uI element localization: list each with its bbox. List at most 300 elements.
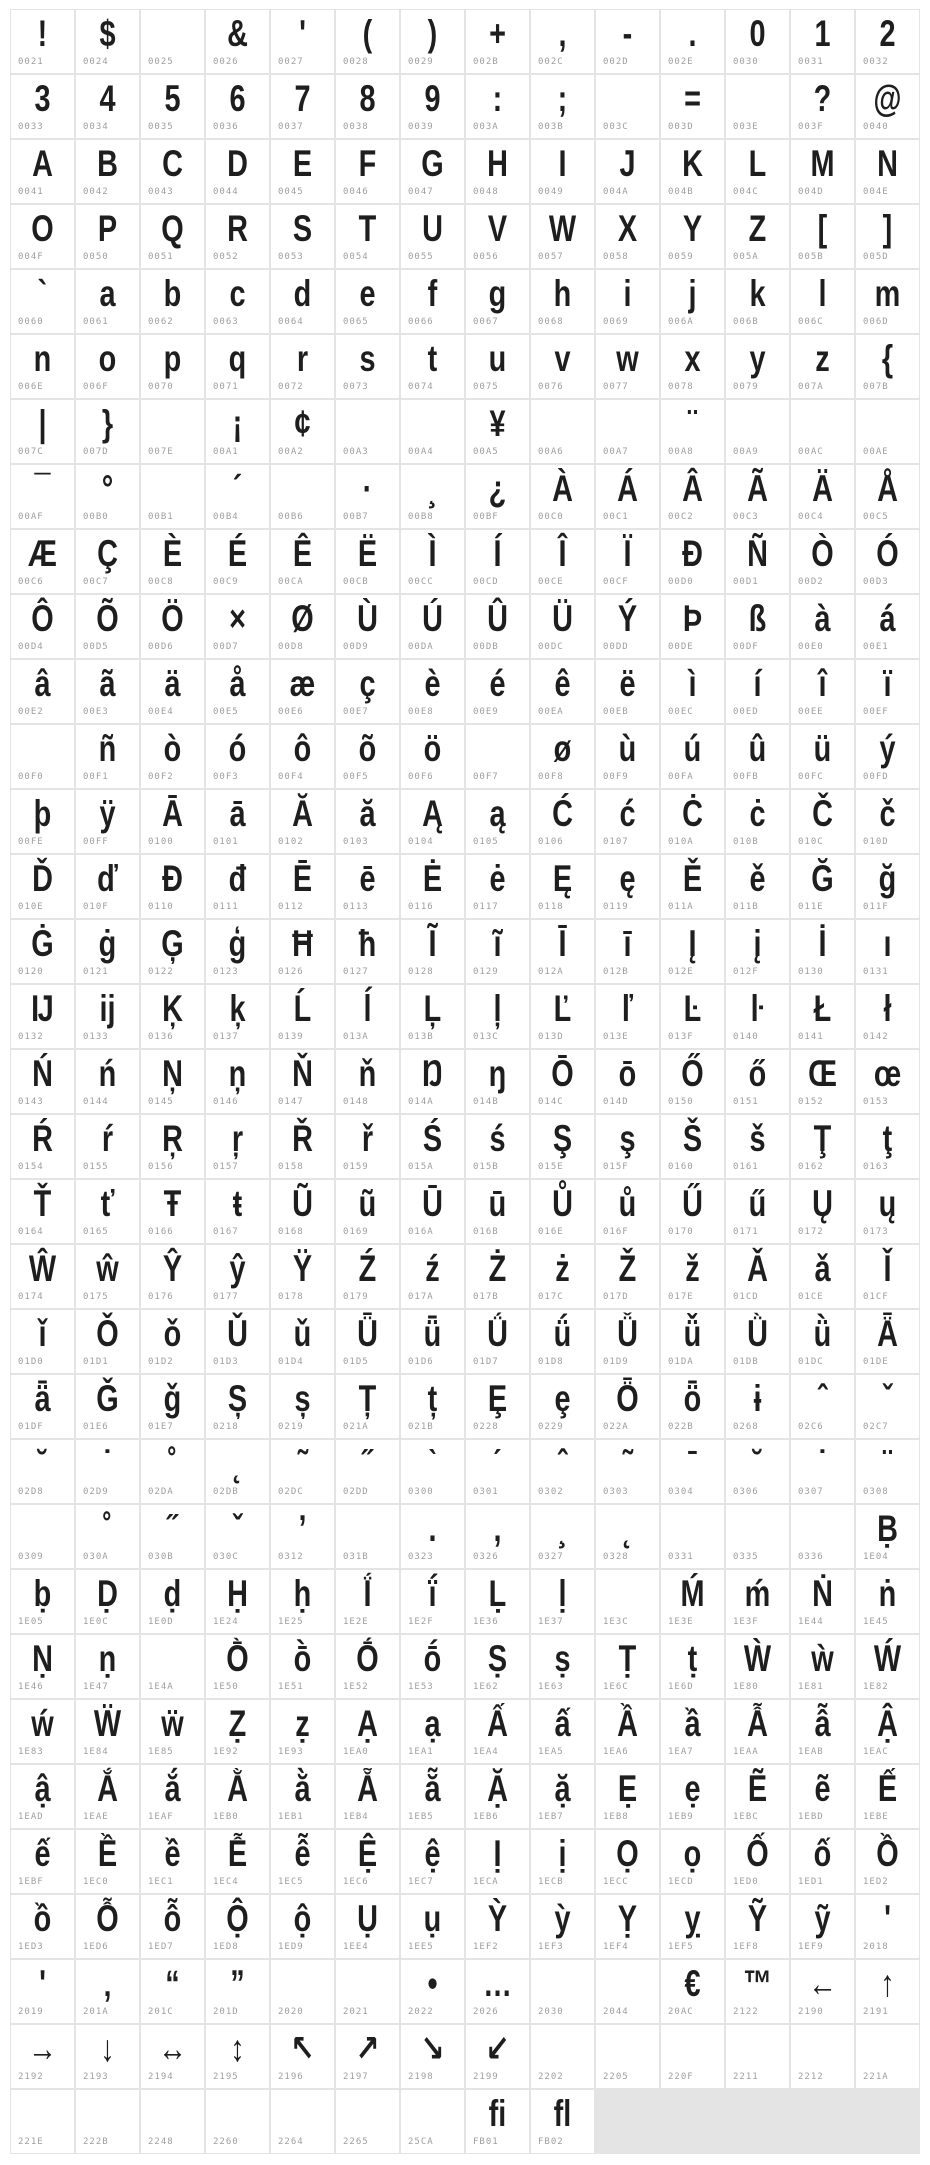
glyph-cell[interactable] bbox=[726, 595, 789, 658]
glyph-cell[interactable] bbox=[206, 1050, 269, 1113]
glyph-cell[interactable] bbox=[661, 855, 724, 918]
glyph-cell[interactable] bbox=[141, 1635, 204, 1698]
glyph-cell[interactable] bbox=[336, 1635, 399, 1698]
glyph-cell[interactable] bbox=[531, 400, 594, 463]
glyph-cell[interactable] bbox=[141, 1570, 204, 1633]
glyph-cell[interactable] bbox=[271, 1895, 334, 1958]
glyph-cell[interactable] bbox=[76, 1375, 139, 1438]
glyph-cell[interactable] bbox=[596, 75, 659, 138]
glyph-cell[interactable] bbox=[791, 1765, 854, 1828]
glyph-cell[interactable] bbox=[726, 530, 789, 593]
glyph-cell[interactable] bbox=[336, 790, 399, 853]
glyph-cell[interactable] bbox=[141, 465, 204, 528]
glyph-cell[interactable] bbox=[466, 465, 529, 528]
glyph-cell[interactable] bbox=[76, 725, 139, 788]
glyph-cell[interactable] bbox=[661, 1180, 724, 1243]
glyph-cell[interactable] bbox=[466, 790, 529, 853]
glyph-cell[interactable] bbox=[661, 660, 724, 723]
glyph-cell[interactable] bbox=[596, 855, 659, 918]
glyph-cell[interactable] bbox=[271, 595, 334, 658]
glyph-cell[interactable] bbox=[206, 1440, 269, 1503]
glyph-cell[interactable] bbox=[76, 1245, 139, 1308]
glyph-cell[interactable] bbox=[141, 1310, 204, 1373]
glyph-cell[interactable] bbox=[206, 270, 269, 333]
glyph-cell[interactable] bbox=[76, 595, 139, 658]
glyph-cell[interactable] bbox=[336, 465, 399, 528]
glyph-cell[interactable] bbox=[661, 270, 724, 333]
glyph-cell[interactable] bbox=[206, 1180, 269, 1243]
glyph-cell[interactable] bbox=[401, 1505, 464, 1568]
glyph-cell[interactable] bbox=[531, 660, 594, 723]
glyph-cell[interactable] bbox=[76, 1960, 139, 2023]
glyph-cell[interactable] bbox=[76, 270, 139, 333]
glyph-cell[interactable] bbox=[336, 1050, 399, 1113]
glyph-cell[interactable] bbox=[11, 2090, 74, 2153]
glyph-cell[interactable] bbox=[11, 400, 74, 463]
glyph-cell[interactable] bbox=[531, 1960, 594, 2023]
glyph-cell[interactable] bbox=[271, 790, 334, 853]
glyph-cell[interactable] bbox=[661, 1830, 724, 1893]
glyph-cell[interactable] bbox=[791, 1310, 854, 1373]
glyph-cell[interactable] bbox=[401, 855, 464, 918]
glyph-cell[interactable] bbox=[466, 1765, 529, 1828]
glyph-cell[interactable] bbox=[531, 725, 594, 788]
glyph-cell[interactable] bbox=[661, 1050, 724, 1113]
glyph-cell[interactable] bbox=[141, 985, 204, 1048]
glyph-cell[interactable] bbox=[856, 75, 919, 138]
glyph-cell[interactable] bbox=[791, 1245, 854, 1308]
glyph-cell[interactable] bbox=[141, 595, 204, 658]
glyph-cell[interactable] bbox=[856, 660, 919, 723]
glyph-cell[interactable] bbox=[336, 595, 399, 658]
glyph-cell[interactable] bbox=[271, 725, 334, 788]
glyph-cell[interactable] bbox=[791, 1960, 854, 2023]
glyph-cell[interactable] bbox=[661, 530, 724, 593]
glyph-cell[interactable] bbox=[596, 660, 659, 723]
glyph-cell[interactable] bbox=[726, 1050, 789, 1113]
glyph-cell[interactable] bbox=[271, 335, 334, 398]
glyph-cell[interactable] bbox=[76, 465, 139, 528]
glyph-cell[interactable] bbox=[11, 1115, 74, 1178]
glyph-cell[interactable] bbox=[11, 920, 74, 983]
glyph-cell[interactable] bbox=[141, 270, 204, 333]
glyph-cell[interactable] bbox=[791, 1700, 854, 1763]
glyph-cell[interactable] bbox=[856, 140, 919, 203]
glyph-cell[interactable] bbox=[726, 335, 789, 398]
glyph-cell[interactable] bbox=[726, 1765, 789, 1828]
glyph-cell[interactable] bbox=[11, 660, 74, 723]
glyph-cell[interactable] bbox=[466, 1635, 529, 1698]
glyph-cell[interactable] bbox=[466, 205, 529, 268]
glyph-cell[interactable] bbox=[726, 1635, 789, 1698]
glyph-cell[interactable] bbox=[76, 400, 139, 463]
glyph-cell[interactable] bbox=[336, 1245, 399, 1308]
glyph-cell[interactable] bbox=[531, 205, 594, 268]
glyph-cell[interactable] bbox=[791, 270, 854, 333]
glyph-cell[interactable] bbox=[206, 725, 269, 788]
glyph-cell[interactable] bbox=[271, 1570, 334, 1633]
glyph-cell[interactable] bbox=[791, 790, 854, 853]
glyph-cell[interactable] bbox=[531, 1895, 594, 1958]
glyph-cell[interactable] bbox=[11, 1700, 74, 1763]
glyph-cell[interactable] bbox=[76, 1765, 139, 1828]
glyph-cell[interactable] bbox=[531, 1440, 594, 1503]
glyph-cell[interactable] bbox=[76, 2025, 139, 2088]
glyph-cell[interactable] bbox=[141, 1050, 204, 1113]
glyph-cell[interactable] bbox=[596, 10, 659, 73]
glyph-cell[interactable] bbox=[271, 140, 334, 203]
glyph-cell[interactable] bbox=[336, 855, 399, 918]
glyph-cell[interactable] bbox=[856, 1245, 919, 1308]
glyph-cell[interactable] bbox=[206, 1895, 269, 1958]
glyph-cell[interactable] bbox=[401, 1830, 464, 1893]
glyph-cell[interactable] bbox=[336, 1830, 399, 1893]
glyph-cell[interactable] bbox=[76, 140, 139, 203]
glyph-cell[interactable] bbox=[11, 75, 74, 138]
glyph-cell[interactable] bbox=[401, 1245, 464, 1308]
glyph-cell[interactable] bbox=[726, 1310, 789, 1373]
glyph-cell[interactable] bbox=[76, 1505, 139, 1568]
glyph-cell[interactable] bbox=[206, 595, 269, 658]
glyph-cell[interactable] bbox=[466, 1700, 529, 1763]
glyph-cell[interactable] bbox=[206, 1505, 269, 1568]
glyph-cell[interactable] bbox=[726, 2025, 789, 2088]
glyph-cell[interactable] bbox=[141, 75, 204, 138]
glyph-cell[interactable] bbox=[11, 1960, 74, 2023]
glyph-cell[interactable] bbox=[206, 1765, 269, 1828]
glyph-cell[interactable] bbox=[791, 10, 854, 73]
glyph-cell[interactable] bbox=[401, 1895, 464, 1958]
glyph-cell[interactable] bbox=[271, 660, 334, 723]
glyph-cell[interactable] bbox=[336, 10, 399, 73]
glyph-cell[interactable] bbox=[141, 1375, 204, 1438]
glyph-cell[interactable] bbox=[856, 10, 919, 73]
glyph-cell[interactable] bbox=[11, 1440, 74, 1503]
glyph-cell[interactable] bbox=[791, 725, 854, 788]
glyph-cell[interactable] bbox=[596, 1440, 659, 1503]
glyph-cell[interactable] bbox=[596, 140, 659, 203]
glyph-cell[interactable] bbox=[596, 1180, 659, 1243]
glyph-cell[interactable] bbox=[336, 985, 399, 1048]
glyph-cell[interactable] bbox=[141, 1895, 204, 1958]
glyph-cell[interactable] bbox=[271, 2025, 334, 2088]
glyph-cell[interactable] bbox=[856, 1440, 919, 1503]
glyph-cell[interactable] bbox=[336, 400, 399, 463]
glyph-cell[interactable] bbox=[141, 790, 204, 853]
glyph-cell[interactable] bbox=[336, 75, 399, 138]
glyph-cell[interactable] bbox=[271, 75, 334, 138]
glyph-cell[interactable] bbox=[76, 1310, 139, 1373]
glyph-cell[interactable] bbox=[596, 400, 659, 463]
glyph-cell[interactable] bbox=[206, 1830, 269, 1893]
glyph-cell[interactable] bbox=[661, 920, 724, 983]
glyph-cell[interactable] bbox=[791, 595, 854, 658]
glyph-cell[interactable] bbox=[11, 1830, 74, 1893]
glyph-cell[interactable] bbox=[11, 1765, 74, 1828]
glyph-cell[interactable] bbox=[11, 2025, 74, 2088]
glyph-cell[interactable] bbox=[661, 1570, 724, 1633]
glyph-cell[interactable] bbox=[336, 1570, 399, 1633]
glyph-cell[interactable] bbox=[856, 1700, 919, 1763]
glyph-cell[interactable] bbox=[141, 1830, 204, 1893]
glyph-cell[interactable] bbox=[531, 75, 594, 138]
glyph-cell[interactable] bbox=[206, 140, 269, 203]
glyph-cell[interactable] bbox=[466, 1830, 529, 1893]
glyph-cell[interactable] bbox=[11, 270, 74, 333]
glyph-cell[interactable] bbox=[76, 335, 139, 398]
glyph-cell[interactable] bbox=[661, 1440, 724, 1503]
glyph-cell[interactable] bbox=[271, 530, 334, 593]
glyph-cell[interactable] bbox=[856, 1050, 919, 1113]
glyph-cell[interactable] bbox=[401, 660, 464, 723]
glyph-cell[interactable] bbox=[661, 790, 724, 853]
glyph-cell[interactable] bbox=[271, 270, 334, 333]
glyph-cell[interactable] bbox=[726, 465, 789, 528]
glyph-cell[interactable] bbox=[271, 1505, 334, 1568]
glyph-cell[interactable] bbox=[141, 1115, 204, 1178]
glyph-cell[interactable] bbox=[466, 855, 529, 918]
glyph-cell[interactable] bbox=[11, 335, 74, 398]
glyph-cell[interactable] bbox=[531, 1830, 594, 1893]
glyph-cell[interactable] bbox=[596, 1960, 659, 2023]
glyph-cell[interactable] bbox=[466, 1570, 529, 1633]
glyph-cell[interactable] bbox=[401, 1960, 464, 2023]
glyph-cell[interactable] bbox=[726, 400, 789, 463]
glyph-cell[interactable] bbox=[206, 205, 269, 268]
glyph-cell[interactable] bbox=[466, 1375, 529, 1438]
glyph-cell[interactable] bbox=[791, 660, 854, 723]
glyph-cell[interactable] bbox=[76, 1700, 139, 1763]
glyph-cell[interactable] bbox=[661, 1635, 724, 1698]
glyph-cell[interactable] bbox=[661, 1245, 724, 1308]
glyph-cell[interactable] bbox=[76, 1180, 139, 1243]
glyph-cell[interactable] bbox=[466, 1115, 529, 1178]
glyph-cell[interactable] bbox=[336, 335, 399, 398]
glyph-cell[interactable] bbox=[76, 1570, 139, 1633]
glyph-cell[interactable] bbox=[271, 400, 334, 463]
glyph-cell[interactable] bbox=[726, 790, 789, 853]
glyph-cell[interactable] bbox=[76, 75, 139, 138]
glyph-cell[interactable] bbox=[11, 530, 74, 593]
glyph-cell[interactable] bbox=[76, 790, 139, 853]
glyph-cell[interactable] bbox=[791, 335, 854, 398]
glyph-cell[interactable] bbox=[856, 725, 919, 788]
glyph-cell[interactable] bbox=[141, 725, 204, 788]
glyph-cell[interactable] bbox=[726, 1830, 789, 1893]
glyph-cell[interactable] bbox=[791, 1375, 854, 1438]
glyph-cell[interactable] bbox=[141, 335, 204, 398]
glyph-cell[interactable] bbox=[596, 1375, 659, 1438]
glyph-cell[interactable] bbox=[531, 1245, 594, 1308]
glyph-cell[interactable] bbox=[336, 1440, 399, 1503]
glyph-cell[interactable] bbox=[726, 985, 789, 1048]
glyph-cell[interactable] bbox=[726, 1700, 789, 1763]
glyph-cell[interactable] bbox=[531, 530, 594, 593]
glyph-cell[interactable] bbox=[76, 205, 139, 268]
glyph-cell[interactable] bbox=[271, 1310, 334, 1373]
glyph-cell[interactable] bbox=[661, 1960, 724, 2023]
glyph-cell[interactable] bbox=[596, 270, 659, 333]
glyph-cell[interactable] bbox=[206, 985, 269, 1048]
glyph-cell[interactable] bbox=[791, 75, 854, 138]
glyph-cell[interactable] bbox=[791, 1115, 854, 1178]
glyph-cell[interactable] bbox=[401, 465, 464, 528]
glyph-cell[interactable] bbox=[726, 660, 789, 723]
glyph-cell[interactable] bbox=[726, 1960, 789, 2023]
glyph-cell[interactable] bbox=[271, 10, 334, 73]
glyph-cell[interactable] bbox=[856, 400, 919, 463]
glyph-cell[interactable] bbox=[466, 10, 529, 73]
glyph-cell[interactable] bbox=[661, 1700, 724, 1763]
glyph-cell[interactable] bbox=[661, 1895, 724, 1958]
glyph-cell[interactable] bbox=[141, 1505, 204, 1568]
glyph-cell[interactable] bbox=[141, 1700, 204, 1763]
glyph-cell[interactable] bbox=[596, 1635, 659, 1698]
glyph-cell[interactable] bbox=[206, 75, 269, 138]
glyph-cell[interactable] bbox=[206, 1635, 269, 1698]
glyph-cell[interactable] bbox=[11, 465, 74, 528]
glyph-cell[interactable] bbox=[856, 465, 919, 528]
glyph-cell[interactable] bbox=[531, 1700, 594, 1763]
glyph-cell[interactable] bbox=[856, 1505, 919, 1568]
glyph-cell[interactable] bbox=[596, 465, 659, 528]
glyph-cell[interactable] bbox=[401, 2025, 464, 2088]
glyph-cell[interactable] bbox=[76, 530, 139, 593]
glyph-cell[interactable] bbox=[141, 1960, 204, 2023]
glyph-cell[interactable] bbox=[856, 1830, 919, 1893]
glyph-cell[interactable] bbox=[531, 1635, 594, 1698]
glyph-cell[interactable] bbox=[726, 270, 789, 333]
glyph-cell[interactable] bbox=[401, 1050, 464, 1113]
glyph-cell[interactable] bbox=[11, 1180, 74, 1243]
glyph-cell[interactable] bbox=[661, 1505, 724, 1568]
glyph-cell[interactable] bbox=[791, 920, 854, 983]
glyph-cell[interactable] bbox=[11, 1375, 74, 1438]
glyph-cell[interactable] bbox=[11, 790, 74, 853]
glyph-cell[interactable] bbox=[401, 1375, 464, 1438]
glyph-cell[interactable] bbox=[11, 1310, 74, 1373]
glyph-cell[interactable] bbox=[531, 1505, 594, 1568]
glyph-cell[interactable] bbox=[531, 1050, 594, 1113]
glyph-cell[interactable] bbox=[401, 75, 464, 138]
glyph-cell[interactable] bbox=[336, 270, 399, 333]
glyph-cell[interactable] bbox=[661, 465, 724, 528]
glyph-cell[interactable] bbox=[466, 1440, 529, 1503]
glyph-cell[interactable] bbox=[401, 2090, 464, 2153]
glyph-cell[interactable] bbox=[856, 1765, 919, 1828]
glyph-cell[interactable] bbox=[141, 205, 204, 268]
glyph-cell[interactable] bbox=[401, 1765, 464, 1828]
glyph-cell[interactable] bbox=[401, 1570, 464, 1633]
glyph-cell[interactable] bbox=[531, 1765, 594, 1828]
glyph-cell[interactable] bbox=[661, 205, 724, 268]
glyph-cell[interactable] bbox=[11, 595, 74, 658]
glyph-cell[interactable] bbox=[336, 660, 399, 723]
glyph-cell[interactable] bbox=[856, 1180, 919, 1243]
glyph-cell[interactable] bbox=[76, 2090, 139, 2153]
glyph-cell[interactable] bbox=[401, 790, 464, 853]
glyph-cell[interactable] bbox=[466, 1895, 529, 1958]
glyph-cell[interactable] bbox=[336, 2090, 399, 2153]
glyph-cell[interactable] bbox=[401, 1180, 464, 1243]
glyph-cell[interactable] bbox=[466, 1310, 529, 1373]
glyph-cell[interactable] bbox=[856, 205, 919, 268]
glyph-cell[interactable] bbox=[726, 1180, 789, 1243]
glyph-cell[interactable] bbox=[11, 725, 74, 788]
glyph-cell[interactable] bbox=[726, 140, 789, 203]
glyph-cell[interactable] bbox=[271, 1050, 334, 1113]
glyph-cell[interactable] bbox=[531, 1310, 594, 1373]
glyph-cell[interactable] bbox=[726, 1505, 789, 1568]
glyph-cell[interactable] bbox=[76, 10, 139, 73]
glyph-cell[interactable] bbox=[401, 1635, 464, 1698]
glyph-cell[interactable] bbox=[596, 790, 659, 853]
glyph-cell[interactable] bbox=[466, 1505, 529, 1568]
glyph-cell[interactable] bbox=[726, 75, 789, 138]
glyph-cell[interactable] bbox=[466, 985, 529, 1048]
glyph-cell[interactable] bbox=[661, 140, 724, 203]
glyph-cell[interactable] bbox=[791, 1570, 854, 1633]
glyph-cell[interactable] bbox=[11, 1245, 74, 1308]
glyph-cell[interactable] bbox=[11, 1505, 74, 1568]
glyph-cell[interactable] bbox=[856, 1570, 919, 1633]
glyph-cell[interactable] bbox=[76, 1440, 139, 1503]
glyph-cell[interactable] bbox=[596, 1310, 659, 1373]
glyph-cell[interactable] bbox=[76, 1635, 139, 1698]
glyph-cell[interactable] bbox=[596, 1700, 659, 1763]
glyph-cell[interactable] bbox=[726, 1895, 789, 1958]
glyph-cell[interactable] bbox=[856, 2025, 919, 2088]
glyph-cell[interactable] bbox=[76, 1115, 139, 1178]
glyph-cell[interactable] bbox=[466, 75, 529, 138]
glyph-cell[interactable] bbox=[791, 855, 854, 918]
glyph-cell[interactable] bbox=[791, 465, 854, 528]
glyph-cell[interactable] bbox=[791, 1830, 854, 1893]
glyph-cell[interactable] bbox=[466, 1960, 529, 2023]
glyph-cell[interactable] bbox=[466, 920, 529, 983]
glyph-cell[interactable] bbox=[661, 985, 724, 1048]
glyph-cell[interactable] bbox=[76, 660, 139, 723]
glyph-cell[interactable] bbox=[466, 1245, 529, 1308]
glyph-cell[interactable] bbox=[336, 205, 399, 268]
glyph-cell[interactable] bbox=[76, 855, 139, 918]
glyph-cell[interactable] bbox=[206, 400, 269, 463]
glyph-cell[interactable] bbox=[271, 1115, 334, 1178]
glyph-cell[interactable] bbox=[11, 1570, 74, 1633]
glyph-cell[interactable] bbox=[466, 2025, 529, 2088]
glyph-cell[interactable] bbox=[401, 270, 464, 333]
glyph-cell[interactable] bbox=[726, 1375, 789, 1438]
glyph-cell[interactable] bbox=[531, 790, 594, 853]
glyph-cell[interactable] bbox=[596, 2025, 659, 2088]
glyph-cell[interactable] bbox=[661, 2025, 724, 2088]
glyph-cell[interactable] bbox=[726, 1245, 789, 1308]
glyph-cell[interactable] bbox=[596, 1895, 659, 1958]
glyph-cell[interactable] bbox=[596, 985, 659, 1048]
glyph-cell[interactable] bbox=[11, 10, 74, 73]
glyph-cell[interactable] bbox=[11, 1635, 74, 1698]
glyph-cell[interactable] bbox=[531, 985, 594, 1048]
glyph-cell[interactable] bbox=[661, 1765, 724, 1828]
glyph-cell[interactable] bbox=[76, 1895, 139, 1958]
glyph-cell[interactable] bbox=[661, 1375, 724, 1438]
glyph-cell[interactable] bbox=[856, 335, 919, 398]
glyph-cell[interactable] bbox=[271, 1440, 334, 1503]
glyph-cell[interactable] bbox=[791, 140, 854, 203]
glyph-cell[interactable] bbox=[856, 920, 919, 983]
glyph-cell[interactable] bbox=[596, 595, 659, 658]
glyph-cell[interactable] bbox=[271, 855, 334, 918]
